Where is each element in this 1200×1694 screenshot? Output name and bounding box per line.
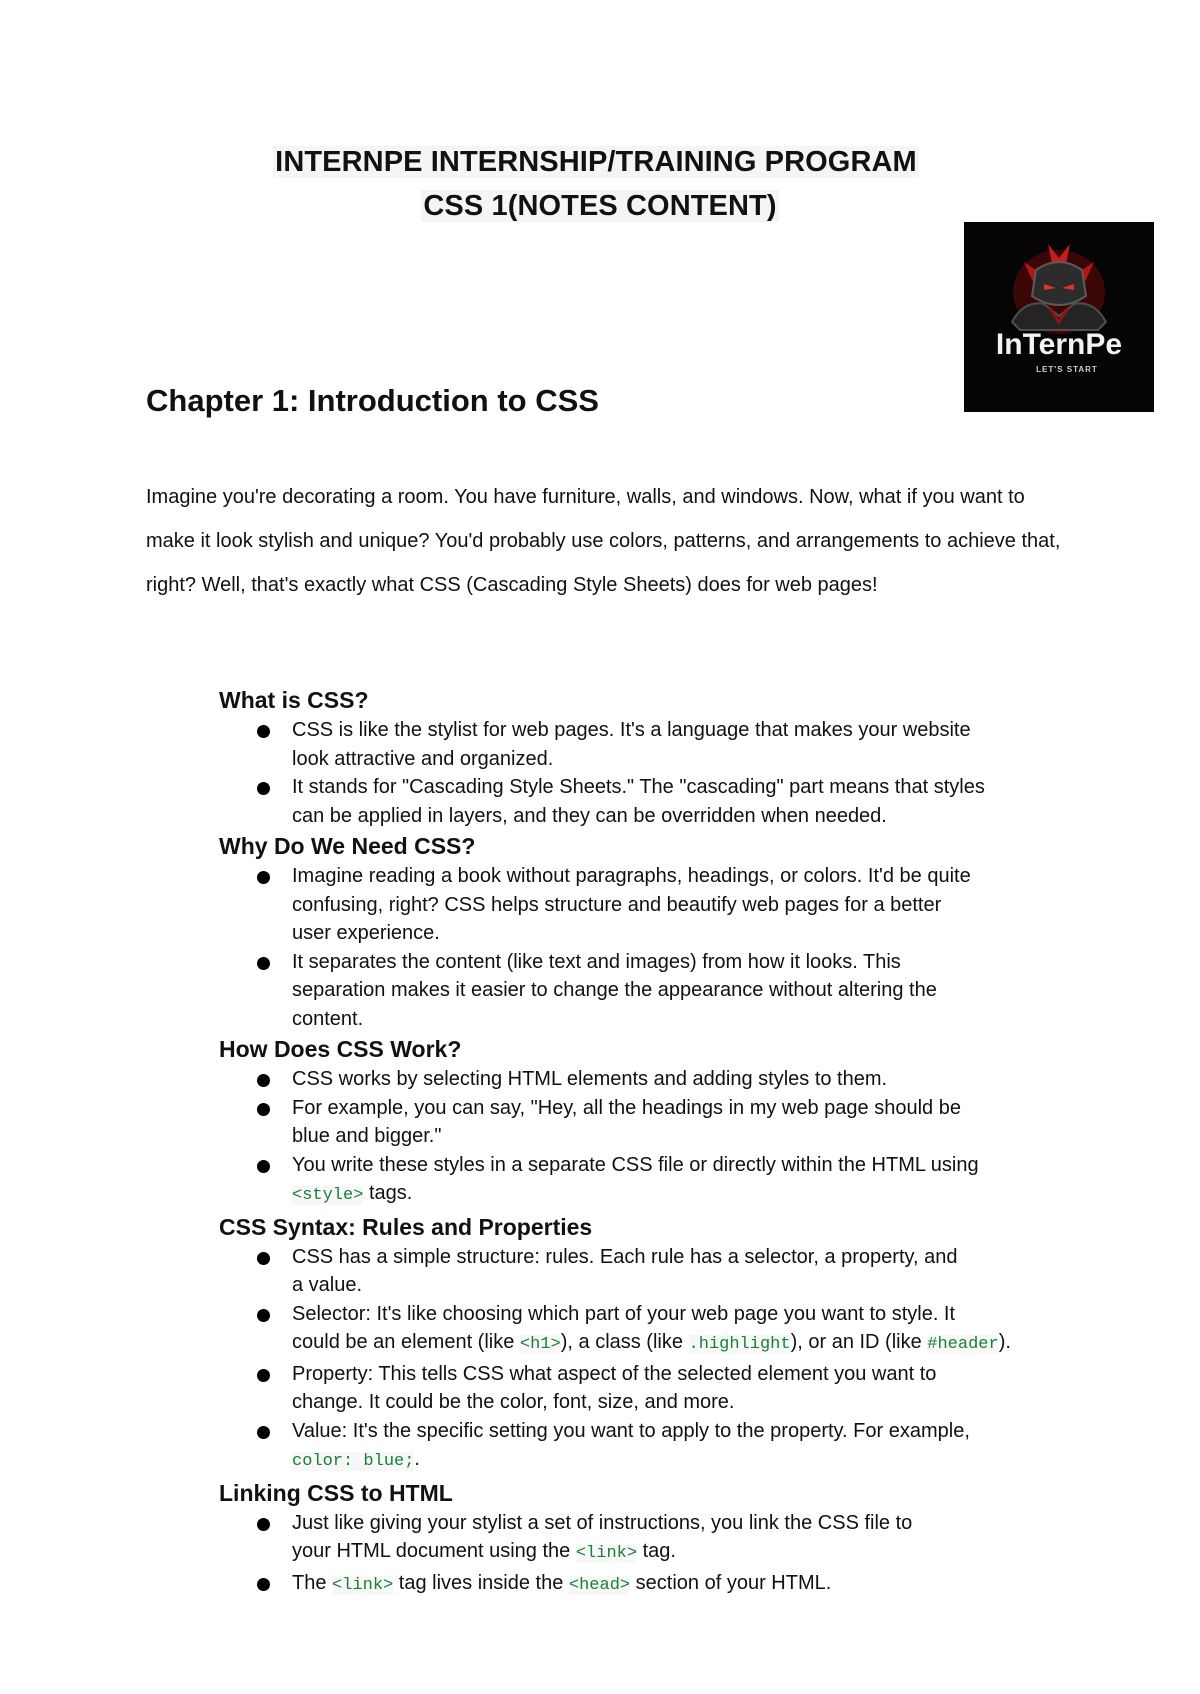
bullet-line: It stands for "Cascading Style Sheets." The "cascading" part means that styles (292, 776, 985, 798)
list-item (219, 1569, 1079, 1601)
code-snippet: <link> (332, 1575, 394, 1595)
bullet-icon (257, 957, 270, 970)
bullet-line: look attractive and organized. (292, 747, 554, 770)
bullet-line: You write these styles in a separate CSS file or directly within the HTML using (292, 1153, 979, 1176)
inline-text: section of your HTML. (630, 1571, 832, 1594)
bullet-icon (257, 1518, 270, 1531)
code-snippet: <style> (292, 1186, 364, 1205)
code-snippet: #header (927, 1335, 999, 1354)
list-item (219, 1094, 1079, 1151)
code-snippet: <h1> (519, 1335, 561, 1354)
bullet-line: a value. (292, 1274, 363, 1296)
bullet-icon (257, 725, 270, 738)
section-title-linking-css: Linking CSS to HTML (219, 1479, 453, 1506)
inline-text: could be an element (like (292, 1331, 520, 1353)
code-snippet: <head> (568, 1575, 631, 1595)
list-item (219, 1065, 1079, 1094)
list-item (219, 716, 1079, 773)
chapter-title: Chapter 1: Introduction to CSS (146, 383, 599, 418)
bullet-line: For example, you can say, "Hey, all the headings in my web page should be (292, 1096, 961, 1119)
svg-text:InTernPe: InTernPe (995, 328, 1123, 361)
inline-text: tag lives inside the (393, 1571, 569, 1594)
bullet-line: It separates the content (like text and images) from how it looks. This (292, 950, 901, 973)
bullet-icon (257, 1578, 270, 1591)
bullet-line: user experience. (292, 922, 440, 944)
bullet-list-syntax (219, 1243, 1079, 1477)
svg-text:LET'S START: LET'S START (1036, 365, 1098, 374)
bullet-icon (257, 1103, 270, 1116)
bullet-line: can be applied in layers, and they can be overridden when needed. (292, 804, 887, 827)
bullet-list-why (219, 862, 1079, 1033)
program-title (0, 146, 1196, 179)
list-item (219, 1300, 1079, 1360)
inline-text: ), or an ID (like (790, 1331, 928, 1353)
bullet-line (292, 1445, 1079, 1477)
code-snippet: <link> (575, 1544, 638, 1563)
code-snippet: color: blue; (292, 1452, 415, 1471)
list-item (219, 1243, 1079, 1300)
bullet-line: change. It could be the color, font, size, and more. (292, 1391, 735, 1413)
bullet-icon (257, 1309, 270, 1322)
list-item (219, 1151, 1079, 1211)
bullet-line: separation makes it easier to change the appearance without altering the (292, 979, 937, 1001)
bullet-list-how (219, 1065, 1079, 1211)
program-title-text: INTERNPE INTERNSHIP/TRAINING PROGRAM (275, 146, 917, 178)
bullet-line (292, 1179, 1079, 1211)
bullet-line: content. (292, 1007, 364, 1030)
bullet-line (292, 1569, 1079, 1601)
list-item (219, 1417, 1079, 1477)
notes-title (0, 190, 1200, 223)
bullet-line (292, 1328, 1079, 1360)
bullet-icon (257, 1426, 270, 1439)
notes-title-text: CSS 1(NOTES CONTENT) (423, 190, 777, 222)
list-item (219, 862, 1079, 948)
list-item (219, 773, 1079, 830)
bullet-line: Property: This tells CSS what aspect of the selected element you want to (292, 1362, 937, 1385)
bullet-line: Just like giving your stylist a set of instructions, you link the CSS file to (292, 1511, 913, 1534)
bullet-line: CSS has a simple structure: rules. Each rule has a selector, a property, and (292, 1245, 958, 1268)
bullet-line (292, 1537, 1079, 1569)
intro-paragraph: Imagine you're decorating a room. You have furniture, walls, and windows. Now, what if you want to make it look stylish and unique? You'd probably use colors, patterns, and arrangements to achieve that, right? Well, that's exactly what CSS (Cascading Style Sheets) does for web pages! (146, 486, 1061, 596)
bullet-list-linking (219, 1509, 1079, 1601)
section-title-why-css: Why Do We Need CSS? (219, 833, 476, 859)
bullet-icon (257, 1369, 270, 1382)
section-title-what-is-css: What is CSS? (219, 687, 369, 713)
bullet-list-what (219, 716, 1079, 830)
notes-content (219, 684, 1079, 1600)
list-item (219, 1360, 1079, 1417)
logo-mascot-icon (964, 222, 1154, 412)
inline-text: tags. (363, 1182, 413, 1204)
bullet-line: confusing, right? CSS helps structure and beautify web pages for a better (292, 893, 942, 916)
bullet-icon (257, 871, 270, 884)
bullet-line: Value: It's the specific setting you want to apply to the property. For example, (292, 1419, 970, 1442)
list-item (219, 1509, 1079, 1569)
code-snippet: .highlight (688, 1335, 791, 1354)
bullet-line: Selector: It's like choosing which part of your web page you want to style. It (292, 1302, 956, 1325)
inline-text: The (292, 1571, 333, 1594)
bullet-line: CSS is like the stylist for web pages. It's a language that makes your website (292, 719, 971, 741)
list-item (219, 948, 1079, 1034)
section-title-how-css-works: How Does CSS Work? (219, 1036, 462, 1062)
inline-text: ), a class (like (560, 1331, 689, 1353)
inline-text: . (414, 1448, 420, 1470)
bullet-line: blue and bigger." (292, 1125, 442, 1147)
inline-text: your HTML document using the (292, 1540, 576, 1562)
bullet-icon (257, 1252, 270, 1265)
section-title-css-syntax: CSS Syntax: Rules and Properties (219, 1213, 593, 1240)
inline-text: tag. (637, 1540, 676, 1562)
bullet-line: CSS works by selecting HTML elements and adding styles to them. (292, 1068, 888, 1090)
bullet-icon (257, 1074, 270, 1087)
bullet-icon (257, 782, 270, 795)
bullet-line: Imagine reading a book without paragraphs, headings, or colors. It'd be quite (292, 865, 971, 887)
inline-text: ). (998, 1331, 1011, 1353)
bullet-icon (257, 1160, 270, 1173)
internpe-logo (964, 222, 1154, 412)
